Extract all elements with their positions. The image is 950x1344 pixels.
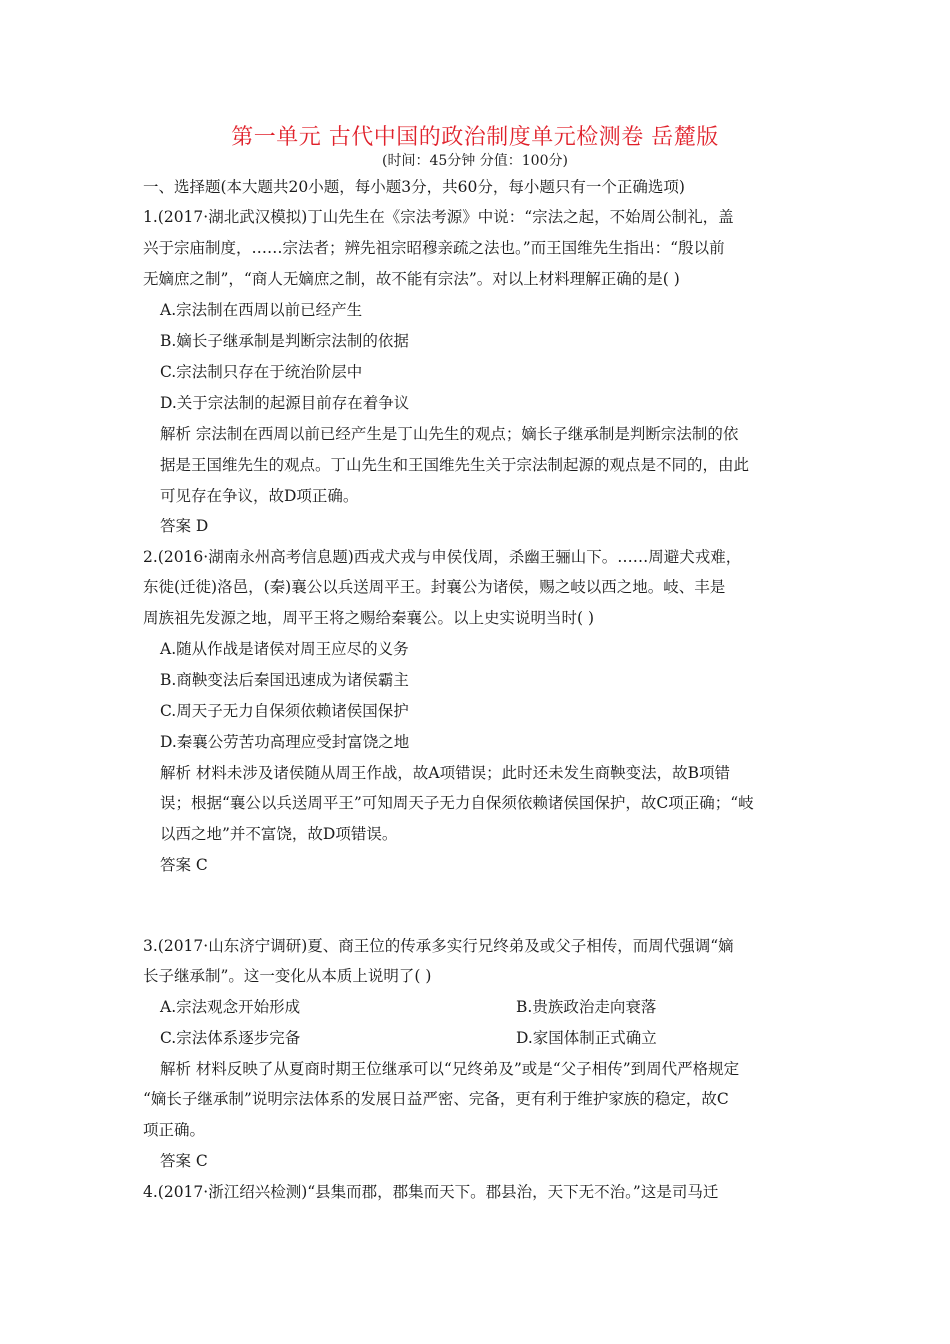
question-2-option-d: D.秦襄公劳苦功高理应受封富饶之地 <box>160 733 410 751</box>
question-1-option-a: A.宗法制在西周以前已经产生 <box>160 301 363 319</box>
page-title: 第一单元 古代中国的政治制度单元检测卷 岳麓版 <box>231 125 719 150</box>
question-1-line-2: 兴于宗庙制度，……宗法者；辨先祖宗昭穆亲疏之法也。”而王国维先生指出：“殷以前 <box>143 239 725 257</box>
question-3-line-2: 长子继承制”。这一变化从本质上说明了( ) <box>143 967 432 985</box>
question-1-option-b: B.嫡长子继承制是判断宗法制的依据 <box>160 332 409 350</box>
question-2-option-b: B.商鞅变法后秦国迅速成为诸侯霸主 <box>160 671 409 689</box>
question-2-line-2: 东徙(迁徙)洛邑，(秦)襄公以兵送周平王。封襄公为诸侯，赐之岐以西之地。岐、丰是 <box>143 578 726 596</box>
question-1-option-d: D.关于宗法制的起源目前存在着争议 <box>160 394 410 412</box>
question-3-analysis-line-2: “嫡长子继承制”说明宗法体系的发展日益严密、完备，更有利于维护家族的稳定，故C <box>143 1090 729 1108</box>
question-1-analysis-line-1: 解析 宗法制在西周以前已经产生是丁山先生的观点；嫡长子继承制是判断宗法制的依 <box>160 425 739 443</box>
section-heading: 一、选择题(本大题共20小题，每小题3分，共60分，每小题只有一个正确选项) <box>143 178 685 196</box>
question-3-option-b: B.贵族政治走向衰落 <box>516 998 657 1016</box>
question-2-answer: 答案 C <box>160 856 208 874</box>
question-3-option-a: A.宗法观念开始形成 <box>160 998 301 1016</box>
question-1-answer: 答案 D <box>160 517 209 535</box>
question-3-answer: 答案 C <box>160 1152 208 1170</box>
question-2-analysis-line-3: 以西之地”并不富饶，故D项错误。 <box>160 825 398 843</box>
question-1-line-3: 无嫡庶之制”，“商人无嫡庶之制，故不能有宗法”。对以上材料理解正确的是( ) <box>143 270 680 288</box>
question-2-line-1: 2.(2016·湖南永州高考信息题)西戎犬戎与申侯伐周，杀幽王骊山下。……周避犬戎难， <box>143 548 742 566</box>
question-2-line-3: 周族祖先发源之地，周平王将之赐给秦襄公。以上史实说明当时( ) <box>143 609 595 627</box>
exam-info: (时间：45分钟 分值：100分) <box>382 153 568 169</box>
question-3-line-1: 3.(2017·山东济宁调研)夏、商王位的传承多实行兄终弟及或父子相传，而周代强调“嫡 <box>143 937 734 955</box>
question-1-line-1: 1.(2017·湖北武汉模拟)丁山先生在《宗法考源》中说：“宗法之起，不始周公制礼，盖 <box>143 208 734 226</box>
question-2-option-c: C.周天子无力自保须依赖诸侯国保护 <box>160 702 409 720</box>
question-4-line-1: 4.(2017·浙江绍兴检测)“县集而郡，郡集而天下。郡县治，天下无不治。”这是司马迁 <box>143 1183 719 1201</box>
question-2-analysis-line-2: 误；根据“襄公以兵送周平王”可知周天子无力自保须依赖诸侯国保护，故C项正确；“岐 <box>160 794 754 812</box>
question-2-analysis-line-1: 解析 材料未涉及诸侯随从周王作战，故A项错误；此时还未发生商鞅变法，故B项错 <box>160 764 731 782</box>
question-2-option-a: A.随从作战是诸侯对周王应尽的义务 <box>160 640 409 658</box>
question-3-analysis-line-3: 项正确。 <box>143 1121 206 1139</box>
question-3-option-c: C.宗法体系逐步完备 <box>160 1029 301 1047</box>
question-1-analysis-line-3: 可见存在争议，故D项正确。 <box>160 487 359 505</box>
question-1-analysis-line-2: 据是王国维先生的观点。丁山先生和王国维先生关于宗法制起源的观点是不同的，由此 <box>160 456 750 474</box>
question-1-option-c: C.宗法制只存在于统治阶层中 <box>160 363 363 381</box>
question-3-analysis-line-1: 解析 材料反映了从夏商时期王位继承可以“兄终弟及”或是“父子相传”到周代严格规定 <box>160 1060 740 1078</box>
question-3-option-d: D.家国体制正式确立 <box>516 1029 657 1047</box>
